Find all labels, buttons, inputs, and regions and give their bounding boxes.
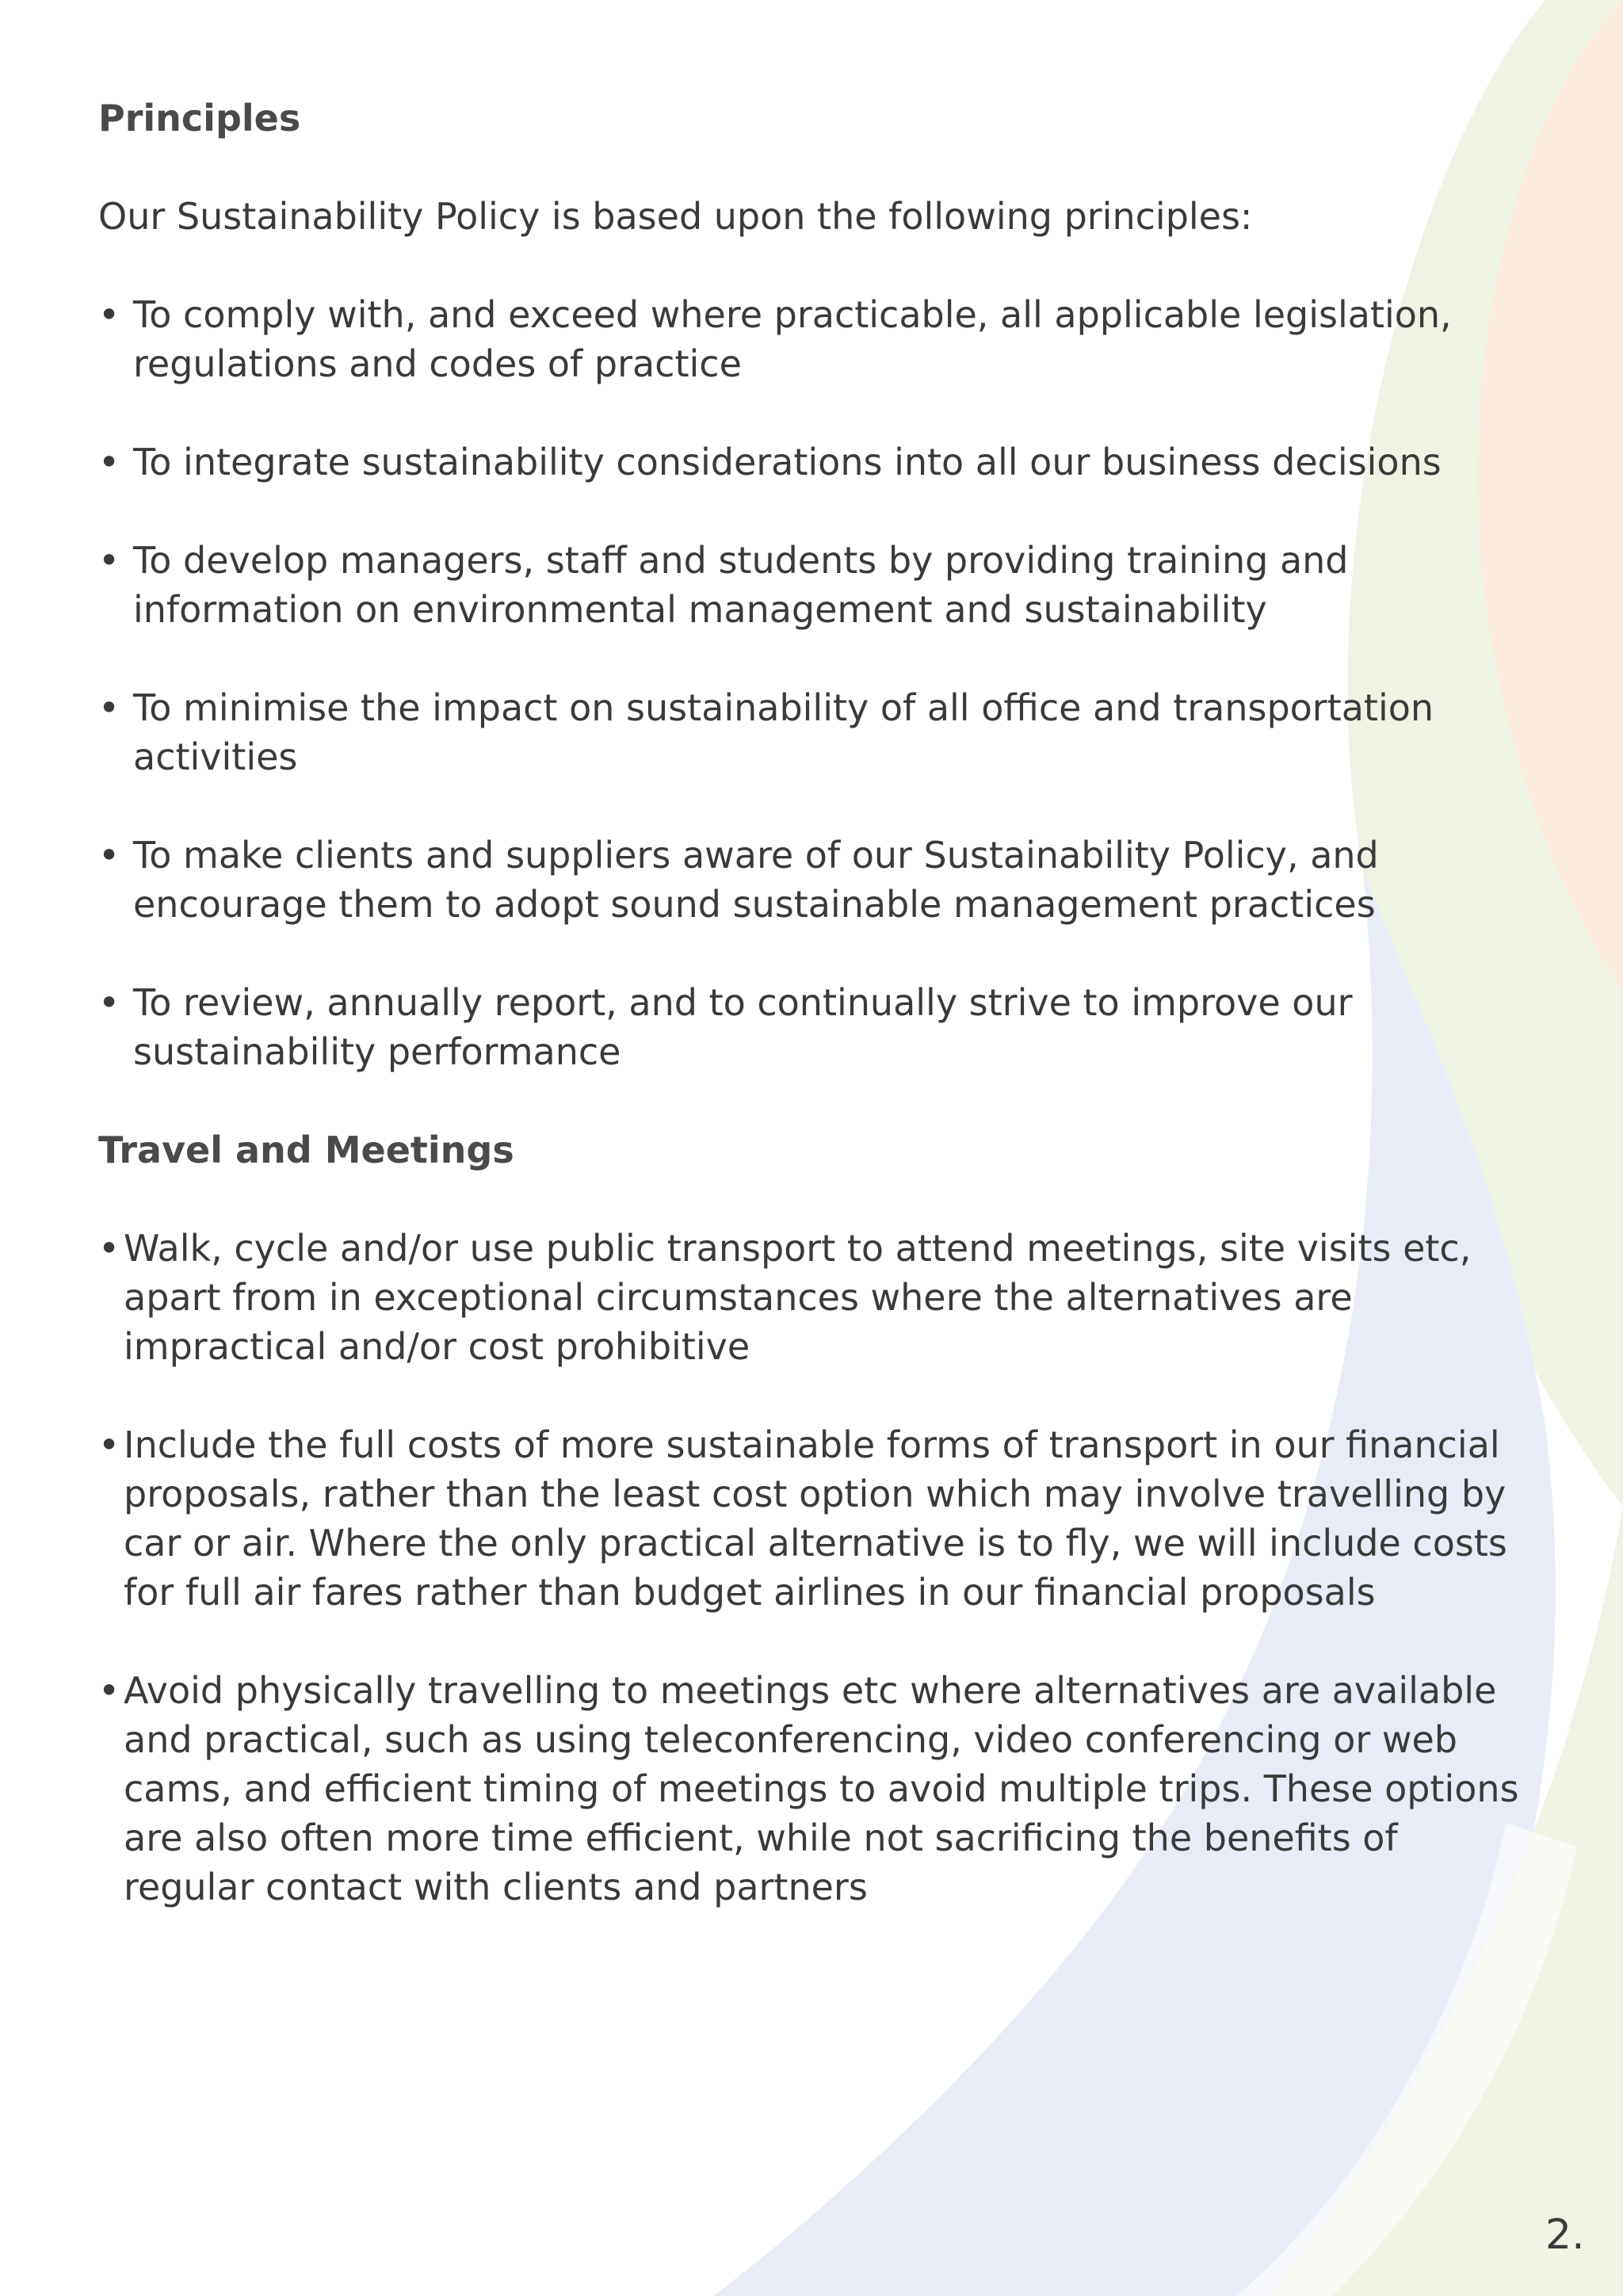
bullet-icon: • — [98, 441, 120, 483]
bullet-icon: • — [98, 686, 120, 729]
list-item — [98, 831, 1525, 929]
list-item-text: To comply with, and exceed where practicable, all applicable legislation, regulations and codes of practice — [133, 293, 1452, 385]
bullet-icon: • — [98, 1669, 120, 1712]
bullet-icon: • — [98, 293, 120, 336]
principles-intro: Our Sustainability Policy is based upon the following principles: — [98, 195, 1253, 238]
bullet-icon: • — [98, 834, 120, 877]
page-number: 2. — [1545, 2211, 1585, 2259]
travel-heading: Travel and Meetings — [98, 1129, 514, 1171]
list-item-text: To minimise the impact on sustainability of all office and transportation activities — [133, 686, 1434, 778]
travel-list — [98, 1224, 1525, 1912]
bullet-icon: • — [98, 981, 120, 1024]
list-item — [98, 536, 1525, 634]
list-item — [98, 978, 1525, 1076]
list-item-text: To develop managers, staff and students by providing training and information on environmental management and sustainability — [133, 539, 1349, 631]
principles-heading: Principles — [98, 97, 301, 139]
list-item-text: To make clients and suppliers aware of our Sustainability Policy, and encourage them to adopt sound sustainable management practices — [133, 834, 1379, 926]
bullet-icon: • — [98, 539, 120, 582]
list-item — [98, 1666, 1525, 1912]
list-item — [98, 1224, 1525, 1371]
list-item — [98, 683, 1525, 781]
list-item — [98, 290, 1525, 388]
list-item-text: To integrate sustainability considerations into all our business decisions — [133, 441, 1442, 483]
list-item-text: Include the full costs of more sustainable forms of transport in our financial proposals, rather than the least cost option which may involve travelling by car or air. Where the only practical alternative is to fly, we will include costs for full air fares rather than budget airlines in our financial proposals — [124, 1423, 1507, 1614]
list-item-text: Avoid physically travelling to meetings etc where alternatives are available and practical, such as using teleconferencing, video conferencing or web cams, and efficient timing of meetings to avoid multiple trips. These options are also often more time efficient, while not sacrificing the benefits of regular contact with clients and partners — [124, 1669, 1519, 1908]
page-content — [98, 94, 1525, 1961]
bullet-icon: • — [98, 1227, 120, 1270]
principles-list — [98, 290, 1525, 1076]
list-item — [98, 437, 1525, 487]
list-item — [98, 1420, 1525, 1617]
list-item-text: To review, annually report, and to continually strive to improve our sustainability performance — [133, 981, 1353, 1073]
list-item-text: Walk, cycle and/or use public transport to attend meetings, site visits etc, apart from in exceptional circumstances where the alternatives are impractical and/or cost prohibitive — [124, 1227, 1472, 1368]
bullet-icon: • — [98, 1423, 120, 1466]
